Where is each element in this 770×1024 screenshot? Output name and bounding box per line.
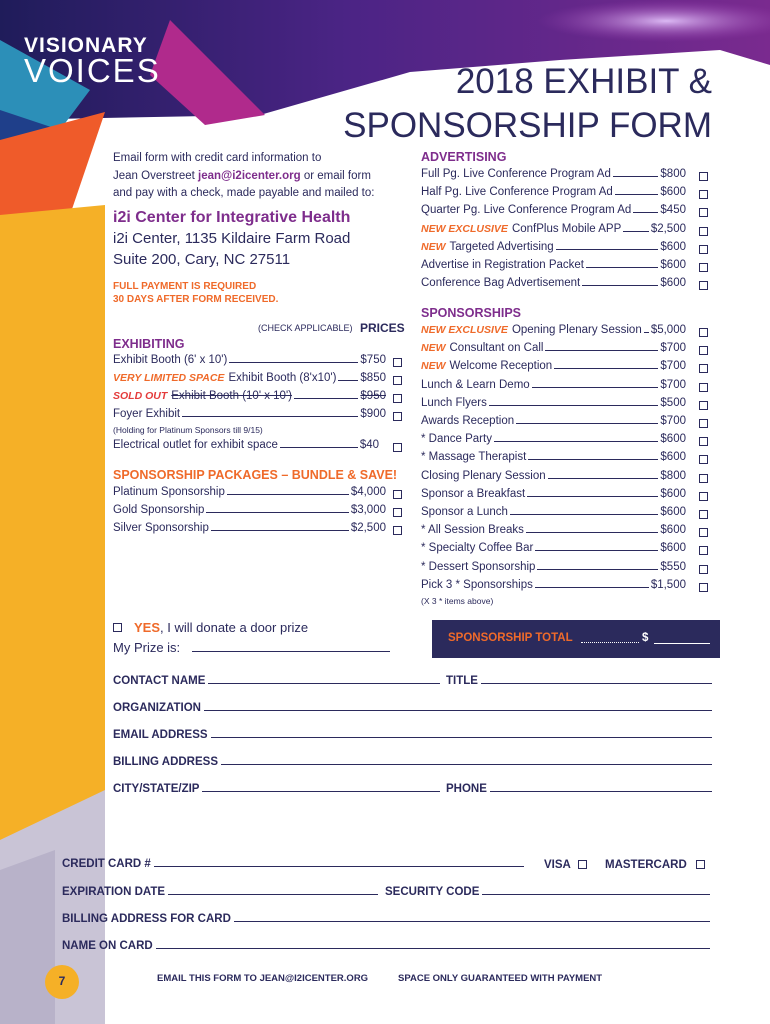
total-dots (581, 642, 639, 643)
item-label: * All Session Breaks (421, 524, 524, 537)
logo-line2: VOICES (24, 52, 161, 89)
item-price: $600 (660, 240, 686, 253)
item-checkbox[interactable] (699, 474, 708, 483)
leader-line (526, 532, 658, 533)
item-price: $600 (660, 506, 686, 518)
email-link[interactable]: jean@i2icenter.org (198, 169, 301, 182)
billing-card-label: BILLING ADDRESS FOR CARD (62, 913, 231, 925)
exhibit-checkbox[interactable] (393, 394, 402, 403)
ad-item (421, 277, 686, 289)
item-checkbox[interactable] (699, 437, 708, 446)
package-price: $4,000 (350, 486, 386, 498)
prize-field (113, 640, 390, 655)
footer-email: EMAIL THIS FORM TO JEAN@I2ICENTER.ORG (157, 973, 369, 984)
leader-line (528, 459, 658, 460)
title-line1: 2018 EXHIBIT & (455, 62, 712, 101)
title-line2: SPONSORSHIP FORM (343, 106, 712, 145)
credit-card-field (62, 858, 524, 870)
item-checkbox[interactable] (699, 346, 708, 355)
title-label: TITLE (446, 675, 478, 687)
item-label: Targeted Advertising (449, 240, 554, 253)
exhibit-tag: SOLD OUT (113, 390, 168, 402)
city-field (113, 783, 440, 795)
leader-line (535, 587, 649, 588)
ad-item (421, 204, 686, 216)
sponsorship-total-label: SPONSORSHIP TOTAL (448, 632, 573, 644)
ad-item (421, 259, 686, 271)
ad-item (421, 223, 686, 235)
exhibit-price: $900 (360, 408, 386, 420)
phone-field (446, 783, 712, 795)
ad-item (421, 168, 686, 180)
item-tag: NEW (421, 360, 446, 373)
item-price: $2,500 (650, 222, 686, 235)
total-dollar: $ (642, 632, 649, 644)
security-code-input[interactable] (482, 894, 710, 895)
pick3-note: (X 3 * items above) (421, 596, 494, 606)
logo-line1: VISIONARY (24, 34, 148, 57)
payment-note (113, 280, 278, 306)
exhibit-item (113, 372, 386, 384)
package-price: $3,000 (350, 504, 386, 516)
security-code-field (385, 886, 710, 898)
sponsorship-total-box (432, 620, 720, 658)
leader-line (586, 267, 658, 268)
expiration-input[interactable] (168, 894, 378, 895)
item-label: Sponsor a Breakfast (421, 487, 526, 500)
phone-input[interactable] (490, 791, 712, 792)
sponsorship-item (421, 524, 686, 536)
sponsorship-total-input[interactable] (654, 643, 710, 644)
payment-note-line2: 30 DAYS AFTER FORM RECEIVED. (113, 294, 279, 305)
item-label: Conference Bag Advertisement (421, 277, 581, 290)
item-price: $700 (660, 415, 686, 427)
credit-card-label: CREDIT CARD # (62, 858, 151, 870)
item-checkbox[interactable] (699, 419, 708, 428)
exhibit-label: Exhibit Booth (10' x 10') (171, 390, 292, 402)
item-checkbox[interactable] (699, 401, 708, 410)
page-title (280, 60, 712, 148)
exhibit-price: $750 (360, 354, 386, 366)
item-checkbox[interactable] (699, 528, 708, 537)
prices-header: PRICES (360, 321, 405, 335)
item-checkbox[interactable] (699, 263, 708, 272)
intro-line3: and pay with a check, made payable and mailed to: (113, 187, 375, 199)
package-label: Silver Sponsorship (113, 522, 209, 534)
item-tag: NEW EXCLUSIVE (421, 324, 508, 336)
leader-line (633, 212, 658, 213)
item-checkbox[interactable] (699, 565, 708, 574)
item-label: * Specialty Coffee Bar (421, 542, 534, 555)
item-label: Awards Reception (421, 415, 515, 427)
billing-card-input[interactable] (234, 921, 710, 922)
item-checkbox[interactable] (699, 190, 708, 199)
item-price: $1,500 (650, 578, 686, 591)
exhibit-item-sold-out (113, 390, 386, 402)
item-price: $550 (660, 560, 686, 573)
leader-line (613, 176, 659, 177)
exhibit-checkbox[interactable] (393, 376, 402, 385)
org-address-2: Suite 200, Cary, NC 27511 (113, 251, 291, 268)
item-price: $600 (660, 433, 686, 446)
organization-input[interactable] (204, 710, 712, 711)
door-prize-text (134, 620, 308, 635)
city-input[interactable] (202, 791, 440, 792)
item-price: $600 (660, 524, 686, 537)
billing-address-label: BILLING ADDRESS (113, 756, 218, 768)
electrical-checkbox[interactable] (393, 443, 402, 452)
name-on-card-input[interactable] (156, 948, 710, 949)
leader-line (623, 231, 649, 232)
item-label: Quarter Pg. Live Conference Program Ad (421, 204, 632, 217)
sponsorship-item (421, 360, 686, 372)
item-price: $600 (660, 451, 686, 464)
leader-line (554, 368, 658, 369)
organization-field (113, 702, 712, 714)
sponsorship-item (421, 415, 686, 427)
item-checkbox[interactable] (699, 492, 708, 501)
city-label: CITY/STATE/ZIP (113, 783, 200, 795)
mastercard-option (605, 859, 705, 871)
package-checkbox[interactable] (393, 508, 402, 517)
item-label: Sponsor a Lunch (421, 506, 508, 518)
item-label: Full Pg. Live Conference Program Ad (421, 168, 611, 180)
package-label: Gold Sponsorship (113, 504, 205, 516)
leader-line (532, 387, 659, 388)
item-price: $700 (660, 342, 686, 355)
door-prize-label: , I will donate a door prize (160, 620, 309, 635)
org-name: i2i Center for Integrative Health (113, 209, 351, 226)
item-tag: NEW (421, 342, 446, 355)
prize-label: My Prize is: (113, 640, 181, 655)
exhibit-item (113, 354, 386, 366)
mastercard-label: MASTERCARD (605, 859, 687, 871)
package-price: $2,500 (350, 522, 386, 534)
door-prize-checkbox[interactable] (113, 623, 122, 632)
sponsorship-item (421, 379, 686, 391)
visa-checkbox[interactable] (578, 860, 587, 869)
item-label: Half Pg. Live Conference Program Ad (421, 186, 613, 199)
item-label: * Massage Therapist (421, 451, 527, 464)
item-checkbox[interactable] (699, 227, 708, 236)
packages-header: SPONSORSHIP PACKAGES – BUNDLE & SAVE! (113, 468, 398, 482)
page-number: 7 (58, 974, 66, 988)
item-label: Advertise in Registration Packet (421, 259, 584, 271)
item-checkbox[interactable] (699, 383, 708, 392)
item-tag: NEW EXCLUSIVE (421, 222, 508, 235)
exhibit-label: Exhibit Booth (6' x 10') (113, 354, 228, 366)
door-prize-yes: YES (134, 620, 161, 635)
name-on-card-label: NAME ON CARD (62, 940, 153, 952)
leader-line (615, 194, 659, 195)
email-label: EMAIL ADDRESS (113, 729, 208, 741)
exhibit-checkbox[interactable] (393, 412, 402, 421)
exhibit-checkbox[interactable] (393, 358, 402, 367)
intro-line1: Email form with credit card information to (113, 152, 322, 164)
item-price: $450 (660, 204, 686, 217)
item-price: $600 (660, 487, 686, 500)
exhibit-price: $850 (360, 372, 386, 384)
intro-text (113, 150, 374, 203)
item-price: $600 (660, 542, 686, 555)
item-price: $5,000 (650, 324, 686, 336)
exhibit-label: Foyer Exhibit (113, 408, 181, 420)
leader-line (527, 496, 658, 497)
billing-card-field (62, 913, 710, 925)
prize-input[interactable] (192, 651, 390, 652)
sponsorship-item (421, 470, 686, 482)
electrical-label: Electrical outlet for exhibit space (113, 439, 278, 451)
item-price: $700 (660, 378, 686, 391)
leader-line (516, 423, 658, 424)
package-checkbox[interactable] (393, 526, 402, 535)
exhibit-tag: VERY LIMITED SPACE (113, 372, 225, 384)
item-price: $800 (660, 168, 686, 180)
visa-option (544, 859, 587, 871)
sponsorship-item (421, 433, 686, 445)
intro-line2-post: or email form (300, 169, 371, 182)
sponsorship-item (421, 579, 686, 591)
payment-note-line1: FULL PAYMENT IS REQUIRED (113, 281, 257, 292)
email-input[interactable] (211, 737, 712, 738)
footer-guarantee: SPACE ONLY GUARANTEED WITH PAYMENT (398, 973, 603, 984)
ad-item (421, 186, 686, 198)
item-checkbox[interactable] (699, 455, 708, 464)
item-checkbox[interactable] (699, 208, 708, 217)
item-label: * Dance Party (421, 433, 492, 446)
foyer-note: (Holding for Platinum Sponsors till 9/15) (113, 425, 263, 435)
sponsorship-item (421, 451, 686, 463)
item-price: $600 (660, 186, 686, 199)
title-field (446, 675, 712, 687)
leader-line (535, 550, 658, 551)
electrical-price: $40 (359, 439, 379, 451)
item-label: Closing Plenary Session (421, 469, 546, 482)
item-checkbox[interactable] (699, 281, 708, 290)
credit-card-input[interactable] (154, 866, 524, 867)
exhibiting-header: EXHIBITING (113, 337, 185, 351)
security-code-label: SECURITY CODE (385, 886, 480, 898)
item-checkbox[interactable] (699, 245, 708, 254)
electrical-item (113, 439, 379, 451)
item-price: $600 (660, 277, 686, 290)
sponsorship-item (421, 342, 686, 354)
sponsorship-item (421, 324, 686, 336)
contact-name-field (113, 675, 440, 687)
exhibit-price: $950 (360, 390, 386, 402)
name-on-card-field (62, 940, 710, 952)
ad-item (421, 241, 686, 253)
item-price: $800 (660, 469, 686, 482)
phone-label: PHONE (446, 783, 487, 795)
sponsorship-item (421, 488, 686, 500)
item-checkbox[interactable] (699, 172, 708, 181)
title-input[interactable] (481, 683, 712, 684)
mastercard-checkbox[interactable] (696, 860, 705, 869)
organization-label: ORGANIZATION (113, 702, 201, 714)
item-price: $500 (660, 396, 686, 409)
item-checkbox[interactable] (699, 546, 708, 555)
contact-name-input[interactable] (208, 683, 440, 684)
package-checkbox[interactable] (393, 490, 402, 499)
sponsorship-item (421, 561, 686, 573)
package-label: Platinum Sponsorship (113, 486, 225, 498)
package-item (113, 486, 386, 498)
item-label: Lunch & Learn Demo (421, 378, 530, 391)
item-checkbox[interactable] (699, 364, 708, 373)
intro-line2-pre: Jean Overstreet (113, 169, 199, 182)
exhibit-item (113, 408, 386, 420)
item-label: Lunch Flyers (421, 396, 487, 409)
billing-address-field (113, 756, 712, 768)
leader-line (548, 478, 659, 479)
sponsorship-item (421, 397, 686, 409)
item-label: Welcome Reception (449, 360, 553, 373)
leader-line (545, 350, 658, 351)
item-label: Pick 3 * Sponsorships (421, 578, 533, 591)
leader-line (556, 249, 659, 250)
item-price: $600 (660, 259, 686, 271)
package-item (113, 522, 386, 534)
sponsorships-header: SPONSORSHIPS (421, 306, 522, 320)
contact-name-label: CONTACT NAME (113, 675, 206, 687)
leader-line (644, 332, 649, 333)
logo (24, 34, 161, 90)
item-checkbox[interactable] (699, 583, 708, 592)
visa-label: VISA (544, 859, 571, 871)
item-label: ConfPlus Mobile APP (511, 222, 622, 235)
check-applicable: (CHECK APPLICABLE) (258, 323, 353, 333)
expiration-label: EXPIRATION DATE (62, 886, 166, 898)
item-label: * Dessert Sponsorship (421, 560, 536, 573)
expiration-field (62, 886, 378, 898)
leader-line (582, 285, 658, 286)
item-tag: NEW (421, 240, 446, 253)
sponsorship-item (421, 506, 686, 518)
leader-line (537, 569, 658, 570)
item-checkbox[interactable] (699, 328, 708, 337)
package-item (113, 504, 386, 516)
advertising-header: ADVERTISING (421, 150, 507, 164)
exhibit-label: Exhibit Booth (8'x10') (228, 372, 337, 384)
leader-line (489, 405, 659, 406)
org-address-1: i2i Center, 1135 Kildaire Farm Road (113, 230, 351, 247)
leader-line (494, 441, 658, 442)
item-checkbox[interactable] (699, 510, 708, 519)
email-field (113, 729, 712, 741)
sponsorship-item (421, 542, 686, 554)
item-label: Consultant on Call (449, 342, 544, 355)
billing-address-input[interactable] (221, 764, 712, 765)
item-label: Opening Plenary Session (511, 324, 642, 336)
leader-line (510, 514, 658, 515)
item-price: $700 (660, 360, 686, 373)
